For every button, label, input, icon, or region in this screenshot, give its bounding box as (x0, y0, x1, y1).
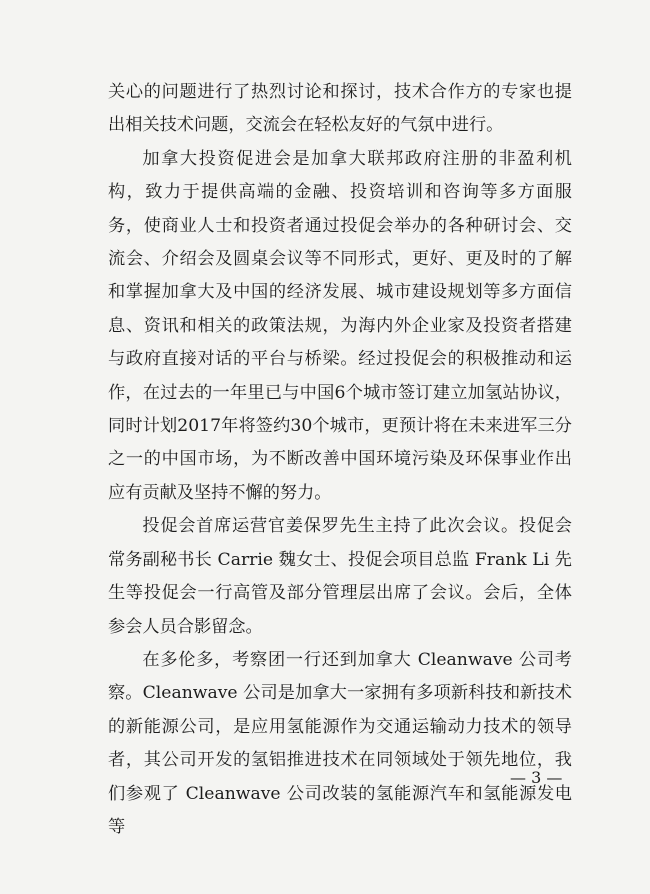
paragraph-cleanwave-visit: 在多伦多，考察团一行还到加拿大 Cleanwave 公司考察。Cleanwave 公司是加拿大一家拥有多项新科技和新技术的新能源公司，是应用氢能源作为交通运输动力技术的领导者，其公司开发的氢铝推进技术在同领域处于领先地位，我们参观了 Cleanwave 公司改装的氢能源汽车和氢能源发电等 (108, 649, 572, 837)
paragraph-investment-association: 加拿大投资促进会是加拿大联邦政府注册的非盈利机构，致力于提供高端的金融、投资培训和咨询等多方面服务，使商业人士和投资者通过投促会举办的各种研讨会、交流会、介绍会及圆桌会议等不同形式，更好、更及时的了解和掌握加拿大及中国的经济发展、城市建设规划等多方面信息、资讯和相关的政策法规，为海内外企业家及投资者搭建与政府直接对话的平台与桥梁。经过投促会的积极推动和运作，在过去的一年里已与中国6个城市签订建立加氢站协议，同时计划2017年将签约30个城市，更预计将在未来进军三分之一的中国市场，为不断改善中国环境污染及环保事业作出应有贡献及坚持不懈的努力。 (108, 148, 572, 503)
paragraph-meeting-attendees: 投促会首席运营官姜保罗先生主持了此次会议。投促会常务副秘书长 Carrie 魏女士、投促会项目总监 Frank Li 先生等投促会一行高管及部分管理层出席了会议。会后，全体参会人员合影留念。 (108, 516, 572, 637)
body-text (108, 76, 572, 844)
page-number: — 3 — (510, 768, 563, 787)
paragraph-continuation: 关心的问题进行了热烈讨论和探讨，技术合作方的专家也提出相关技术问题，交流会在轻松友好的气氛中进行。 (108, 82, 572, 136)
